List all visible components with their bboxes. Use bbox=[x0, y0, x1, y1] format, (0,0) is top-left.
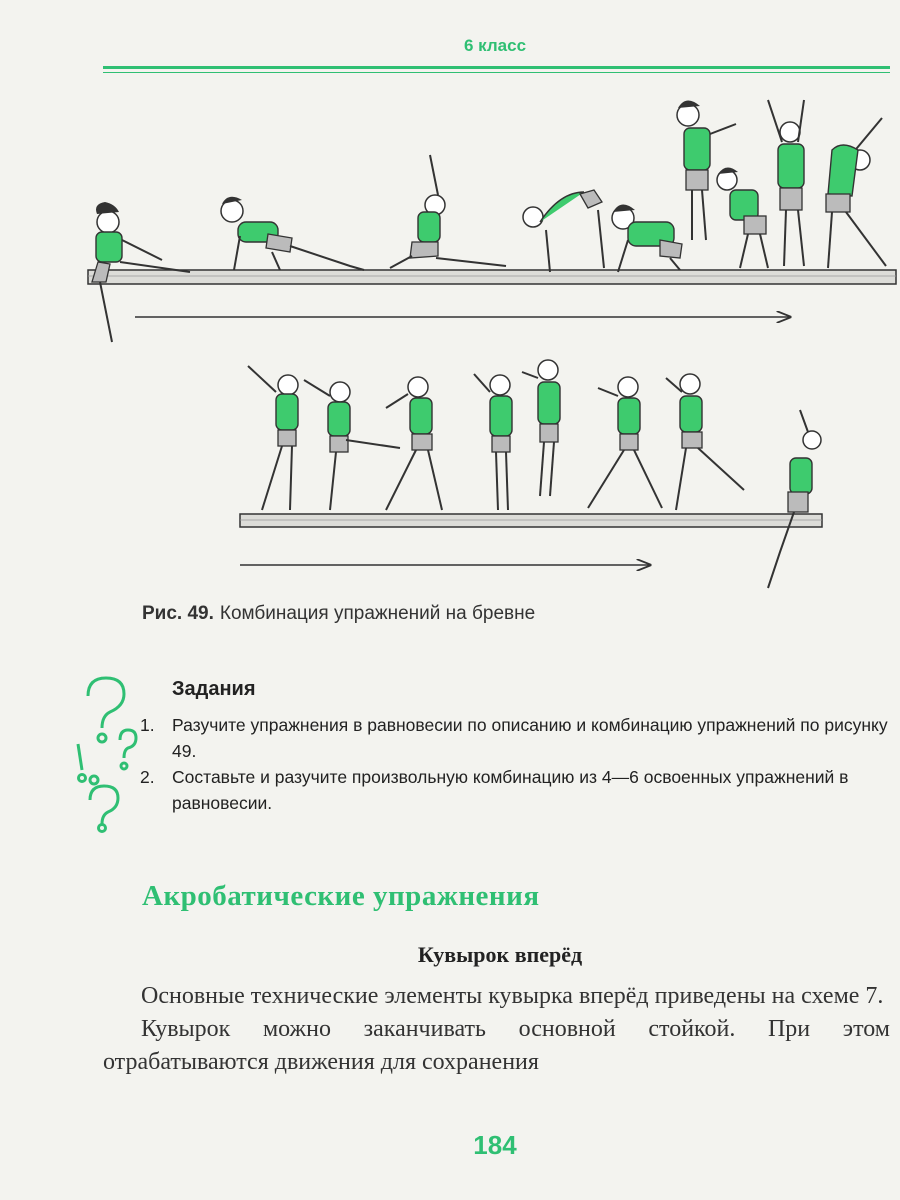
task-item bbox=[140, 712, 890, 764]
task-text: Разучите упражнения в равновесии по описанию и комбинацию упражнений по рисунку 49. bbox=[172, 715, 888, 761]
figure-number: Рис. 49. bbox=[142, 603, 214, 624]
header-rule bbox=[103, 66, 890, 69]
gymnast-figure bbox=[390, 155, 506, 268]
gymnast-figure bbox=[768, 100, 804, 266]
task-item bbox=[140, 764, 890, 816]
task-number: 1. bbox=[140, 715, 155, 735]
header-rule-thin bbox=[103, 72, 890, 73]
section-title: Акробатические упражнения bbox=[142, 880, 540, 912]
gymnast-figure bbox=[612, 204, 682, 272]
upper-beam bbox=[88, 270, 896, 284]
gymnast-figure bbox=[666, 374, 744, 510]
gymnast-figure bbox=[523, 190, 604, 272]
gymnast-figure bbox=[826, 118, 886, 268]
task-text: Составьте и разучите произвольную комбинацию из 4—6 освоенных упражнений в равновесии. bbox=[172, 767, 849, 813]
gymnast-figure bbox=[221, 197, 364, 270]
tasks-title: Задания bbox=[172, 678, 256, 700]
paragraph: Основные технические элементы кувырка вперёд приведены на схеме 7. bbox=[141, 983, 884, 1009]
gymnast-figure bbox=[768, 410, 821, 588]
figure-caption-text: Комбинация упражнений на бревне bbox=[219, 603, 536, 624]
page-number: 184 bbox=[473, 1130, 517, 1160]
figure-beam-combination bbox=[0, 90, 900, 590]
task-number: 2. bbox=[140, 767, 155, 787]
gymnast-figure bbox=[522, 360, 560, 496]
gymnast-figure bbox=[474, 374, 512, 510]
gymnast-figure bbox=[386, 377, 442, 510]
gymnast-figure bbox=[248, 366, 298, 510]
gymnast-figure bbox=[304, 380, 400, 510]
tasks-list bbox=[140, 712, 890, 816]
question-exclamation-icon bbox=[70, 674, 140, 834]
subsection-title: Кувырок вперёд bbox=[417, 942, 583, 967]
body-text bbox=[103, 980, 890, 1079]
running-head: 6 класс bbox=[463, 36, 527, 55]
gymnast-figure bbox=[717, 167, 768, 268]
lower-beam bbox=[240, 514, 822, 527]
figure-caption bbox=[142, 603, 535, 625]
gymnast-figure bbox=[588, 377, 662, 508]
paragraph: Кувырок можно заканчивать основной стойкой. При этом отрабатываются движения для сохранения bbox=[103, 1016, 890, 1075]
